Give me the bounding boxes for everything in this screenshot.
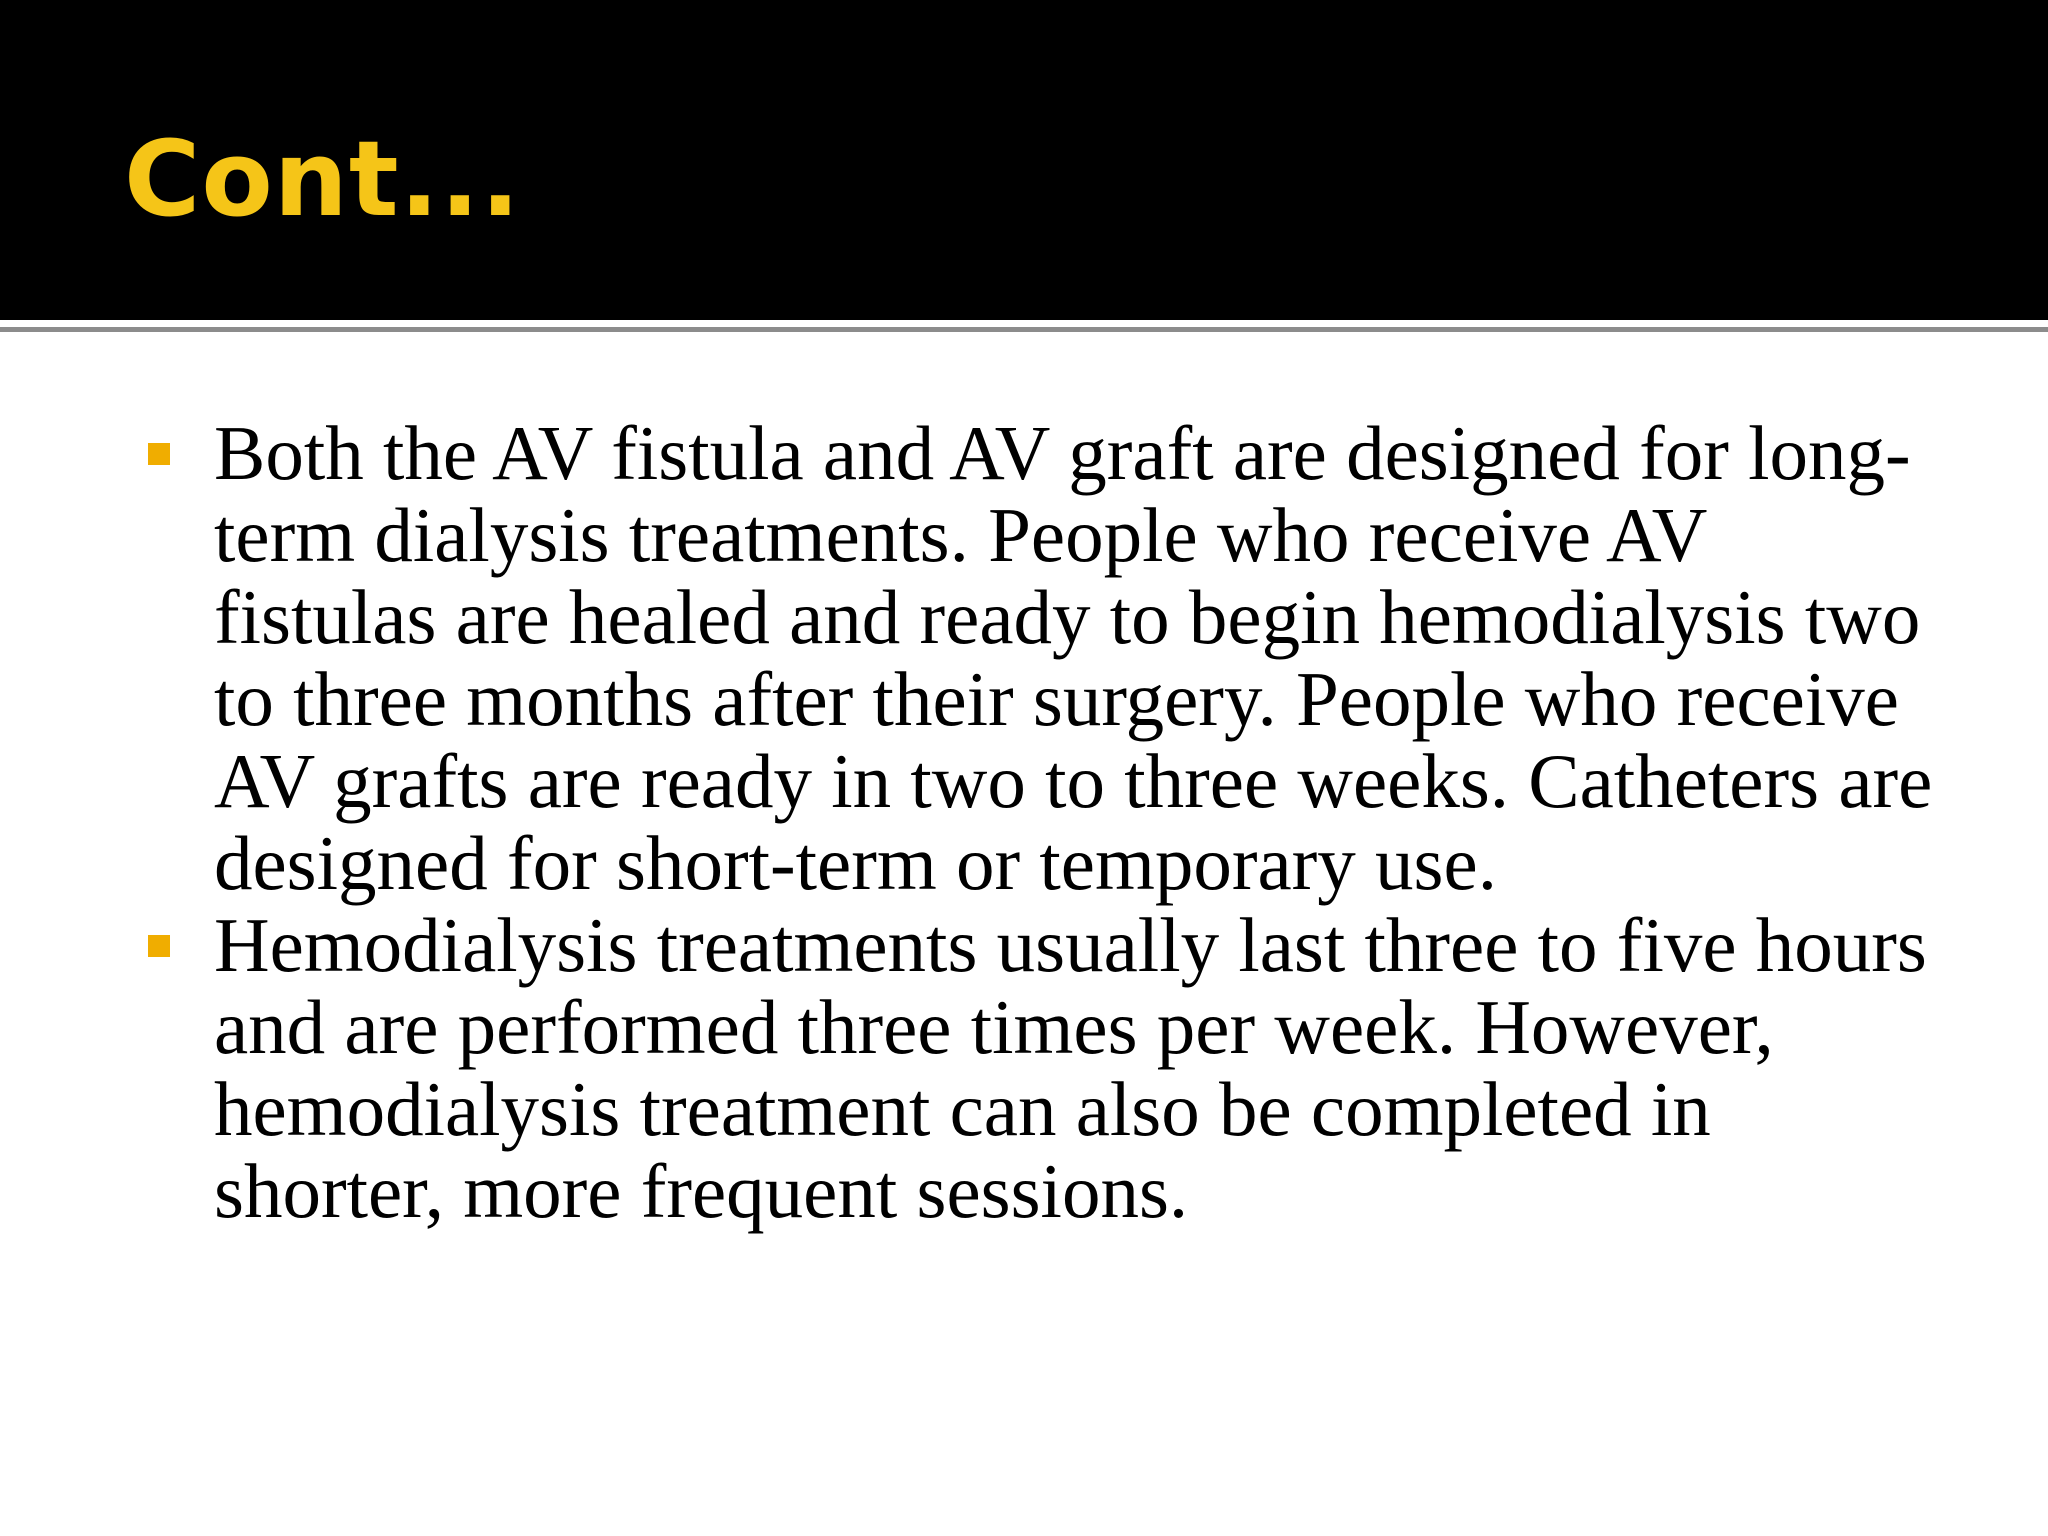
divider-gap [0,320,2048,327]
title-bar [0,0,2048,320]
square-bullet-icon [148,443,170,465]
divider-line [0,327,2048,332]
square-bullet-icon [148,935,170,957]
bullet-text: Hemodialysis treatments usually last three to five hours and are performed three times per week. However, hemodialysis treatment can also be completed in shorter, more frequent sessions. [214,902,1927,1234]
bullet-list [140,412,1940,1232]
bullet-text: Both the AV fistula and AV graft are designed for long-term dialysis treatments. People who receive AV fistulas are healed and ready to begin hemodialysis two to three months after their surgery. People who receive AV grafts are ready in two to three weeks. Catheters are designed for short-term or temporary use. [214,410,1933,906]
bullet-item [140,412,1940,904]
slide-title: Cont... [124,118,522,240]
bullet-item [140,904,1940,1232]
